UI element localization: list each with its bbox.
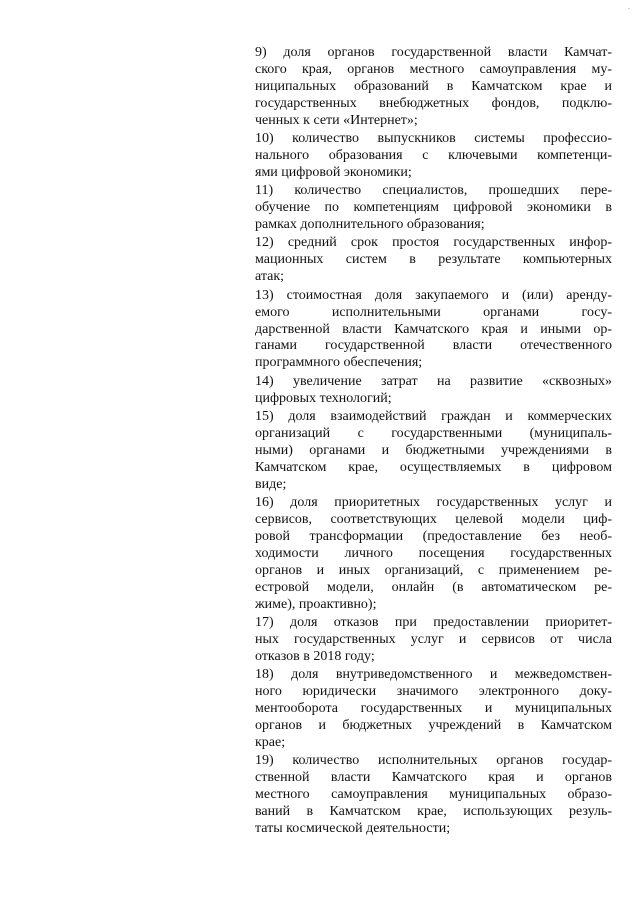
list-item <box>255 374 612 408</box>
list-item-line: ственной власти Камчатского края и органов <box>255 770 612 786</box>
list-item <box>255 667 612 752</box>
list-item-line: Камчатском крае, осуществляемых в цифровом <box>255 459 612 475</box>
list-item-line: местного самоуправления муниципальных образо- <box>255 786 612 802</box>
list-item <box>255 495 612 613</box>
list-item-line: 12) средний срок простоя государственных инфор- <box>255 235 612 251</box>
list-item <box>255 45 612 130</box>
list-item-line: 16) доля приоритетных государственных услуг и <box>255 495 612 511</box>
list-item-line: крае; <box>255 734 286 750</box>
list-item-line: органов и иных организаций, с применением ре- <box>255 562 612 578</box>
list-item-line: атак; <box>255 269 285 285</box>
list-item-line: 19) количество исполнительных органов государ- <box>255 753 612 769</box>
list-item-line: рамках дополнительного образования; <box>255 217 485 233</box>
list-item-line: 15) доля взаимодействий граждан и коммерческих <box>255 409 612 425</box>
list-item-line: ментооборота государственных и муниципальных <box>255 700 612 716</box>
list-item-line: программного обеспечения; <box>255 355 423 371</box>
scan-speck <box>628 8 630 9</box>
list-item-line: естровой модели, онлайн (в автоматическом ре- <box>255 579 612 595</box>
list-item-line: обучение по компетенциям цифровой экономики в <box>255 200 612 216</box>
list-item <box>255 409 612 494</box>
list-item <box>255 183 612 234</box>
list-item-line: 13) стоимостная доля закупаемого и (или) аренду- <box>255 287 612 303</box>
list-item-line: ями цифровой экономики; <box>255 164 412 180</box>
list-item-line: жиме), проактивно); <box>255 596 377 612</box>
list-item-line: государственных внебюджетных фондов, подклю- <box>255 95 612 111</box>
list-item <box>255 615 612 666</box>
list-item-line: виде; <box>255 476 287 492</box>
list-item-line: дарственной власти Камчатского края и иными ор- <box>255 321 612 337</box>
list-item <box>255 235 612 286</box>
list-item-line: таты космической деятельности; <box>255 820 451 836</box>
list-item-line: ных государственных услуг и сервисов от числа <box>255 631 612 647</box>
list-item-line: ровой трансформации (предоставление без необ- <box>255 528 612 544</box>
list-item-line: емого исполнительными органами госу- <box>255 304 612 320</box>
list-item-line: 9) доля органов государственной власти Камчат- <box>255 45 612 60</box>
list-item-line: ного юридически значимого электронного доку- <box>255 684 612 700</box>
list-item-line: организаций с государственными (муниципаль- <box>255 425 612 441</box>
list-item-line: ваний в Камчатском крае, использующих резуль- <box>255 803 612 819</box>
list-item-line: мационных систем в результате компьютерных <box>255 252 612 268</box>
indicator-list <box>255 45 612 839</box>
list-item <box>255 753 612 838</box>
list-item-line: ского края, органов местного самоуправления му- <box>255 61 612 77</box>
list-item-line: ганами государственной власти отечественного <box>255 338 612 354</box>
list-item-line: ходимости личного посещения государственных <box>255 545 612 561</box>
list-item-line: цифровых технологий; <box>255 390 392 406</box>
list-item-line: ными) органами и бюджетными учреждениями в <box>255 442 612 458</box>
list-item-line: нального образования с ключевыми компетенци- <box>255 147 612 163</box>
list-item <box>255 131 612 182</box>
list-item-line: ниципальных образований в Камчатском крае и <box>255 78 612 94</box>
list-item <box>255 288 612 373</box>
list-item-line: 10) количество выпускников системы профессио- <box>255 131 612 147</box>
list-item-line: сервисов, соответствующих целевой модели циф- <box>255 511 612 527</box>
list-item-line: 14) увеличение затрат на развитие «сквозных» <box>255 373 612 389</box>
list-item-line: 17) доля отказов при предоставлении приоритет- <box>255 614 612 630</box>
list-item-line: отказов в 2018 году; <box>255 648 375 664</box>
list-item-line: ченных к сети «Интернет»; <box>255 112 418 128</box>
list-item-line: 18) доля внутриведомственного и межведомствен- <box>255 667 612 683</box>
list-item-line: 11) количество специалистов, прошедших пере- <box>255 183 612 199</box>
list-item-line: органов и бюджетных учреждений в Камчатском <box>255 717 612 733</box>
